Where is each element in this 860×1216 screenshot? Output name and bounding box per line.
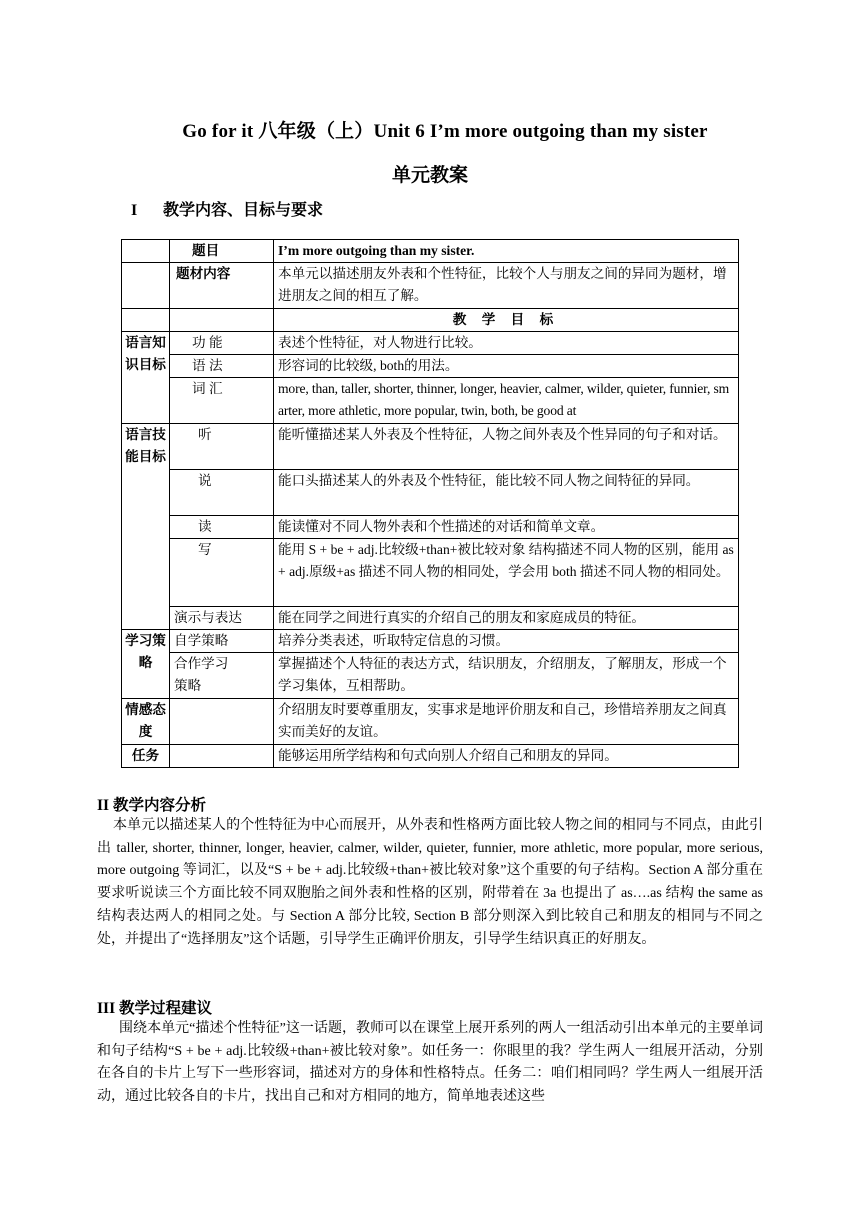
attitude-group: 情感态度 bbox=[122, 699, 170, 745]
write-value: 能用 S + be + adj.比较级+than+被比较对象 结构描述不同人物的区别，能用 as + adj.原级+as 描述不同人物的相同处，学会用 both 描述不同人物的相同处。 bbox=[274, 539, 739, 607]
table-row bbox=[122, 607, 739, 630]
document-title: Go for it 八年级（上）Unit 6 I’m more outgoing than my sister bbox=[182, 121, 708, 142]
table-row bbox=[122, 355, 739, 378]
attitude-value: 介绍朋友时要尊重朋友，实事求是地评价朋友和自己，珍惜培养朋友之间真实而美好的友谊。 bbox=[274, 699, 739, 745]
table-row bbox=[122, 263, 739, 309]
section-1-number: I bbox=[131, 202, 138, 219]
coop-label: 合作学习策略 bbox=[170, 653, 274, 699]
function-label: 功 能 bbox=[170, 332, 274, 355]
table-row bbox=[122, 516, 739, 539]
grammar-label: 语 法 bbox=[170, 355, 274, 378]
write-label: 写 bbox=[170, 539, 274, 607]
table-row bbox=[122, 470, 739, 516]
read-value: 能读懂对不同人物外表和个性描述的对话和简单文章。 bbox=[274, 516, 739, 539]
self-study-value: 培养分类表述，听取特定信息的习惯。 bbox=[274, 630, 739, 653]
section-2-body: 本单元以描述某人的个性特征为中心而展开，从外表和性格两方面比较人物之间的相同与不同点，由此引出 taller, shorter, thinner, longer, heavier, calmer, wilder, quieter, funnier, more athletic, more popular, more serious, more outgoing 等词汇，以及“S + be + adj.比较级+than+被比较对象”这个重要的句子结构。Section A 部分重在要求听说读三个方面比较不同双胞胎之间外表和性格的区别，附带着在 3a 也提出了 as….as 结构 the same as 结构表达两人的相同之处。与 Section A 部分比较, Section B 部分则深入到比较自己和朋友的相同与不同之处，并提出了“选择朋友”这个话题，引导学生正确评价朋友，引导学生结识真正的好朋友。 bbox=[97, 818, 763, 947]
content-value: 本单元以描述朋友外表和个性特征，比较个人与朋友之间的异同为题材，增进朋友之间的相互了解。 bbox=[274, 263, 739, 309]
speak-value: 能口头描述某人的外表及个性特征，能比较不同人物之间特征的异同。 bbox=[274, 470, 739, 516]
listen-label: 听 bbox=[170, 424, 274, 470]
section-1-title: 教学内容、目标与要求 bbox=[163, 202, 324, 219]
coop-value: 掌握描述个人特征的表达方式，结识朋友，介绍朋友，了解朋友，形成一个学习集体，互相帮助。 bbox=[274, 653, 739, 699]
grammar-value: 形容词的比较级, both的用法。 bbox=[274, 355, 739, 378]
table-row bbox=[122, 424, 739, 470]
self-study-label: 自学策略 bbox=[170, 630, 274, 653]
table-row bbox=[122, 309, 739, 332]
speak-label: 说 bbox=[170, 470, 274, 516]
present-label: 演示与表达 bbox=[170, 607, 274, 630]
table-row bbox=[122, 240, 739, 263]
document-subtitle: 单元教案 bbox=[391, 165, 468, 186]
section-1-heading bbox=[131, 197, 323, 220]
vocab-label: 词 汇 bbox=[170, 378, 274, 424]
task-value: 能够运用所学结构和句式向别人介绍自己和朋友的异同。 bbox=[274, 745, 739, 768]
table-row bbox=[122, 378, 739, 424]
teaching-goals-table bbox=[121, 239, 739, 768]
present-value: 能在同学之间进行真实的介绍自己的朋友和家庭成员的特征。 bbox=[274, 607, 739, 630]
listen-value: 能听懂描述某人外表及个性特征，人物之间外表及个性异同的句子和对话。 bbox=[274, 424, 739, 470]
lang-knowledge-group: 语言知识目标 bbox=[122, 332, 170, 424]
table-row bbox=[122, 630, 739, 653]
function-value: 表述个性特征，对人物进行比较。 bbox=[274, 332, 739, 355]
table-row bbox=[122, 699, 739, 745]
table-row bbox=[122, 332, 739, 355]
section-3-body: 围绕本单元“描述个性特征”这一话题，教师可以在课堂上展开系列的两人一组活动引出本单元的主要单词和句子结构“S + be + adj.比较级+than+被比较对象”。如任务一：你眼里的我？学生两人一组展开活动，分别在各自的卡片上写下一些形容词，描述对方的身体和性格特点。任务二：咱们相同吗？学生两人一组展开活动，通过比较各自的卡片，找出自己和对方相同的地方，简单地表述这些 bbox=[97, 1021, 763, 1105]
topic-value: I’m more outgoing than my sister. bbox=[274, 240, 739, 263]
table-row bbox=[122, 653, 739, 699]
strategy-group: 学习策略 bbox=[122, 630, 170, 699]
topic-label: 题目 bbox=[170, 240, 274, 263]
task-group: 任务 bbox=[122, 745, 170, 768]
table-row bbox=[122, 539, 739, 607]
content-label: 题材内容 bbox=[170, 263, 274, 309]
goals-header: 教 学 目 标 bbox=[274, 309, 739, 332]
table-row bbox=[122, 745, 739, 768]
vocab-value: more, than, taller, shorter, thinner, longer, heavier, calmer, wilder, quieter, funnier, smarter, more athletic, more popular, twin, both, be good at bbox=[274, 378, 739, 424]
lang-skills-group: 语言技能目标 bbox=[122, 424, 170, 630]
section-3-heading: III 教学过程建议 bbox=[97, 1000, 212, 1017]
section-2-heading: II 教学内容分析 bbox=[97, 797, 206, 814]
read-label: 读 bbox=[170, 516, 274, 539]
